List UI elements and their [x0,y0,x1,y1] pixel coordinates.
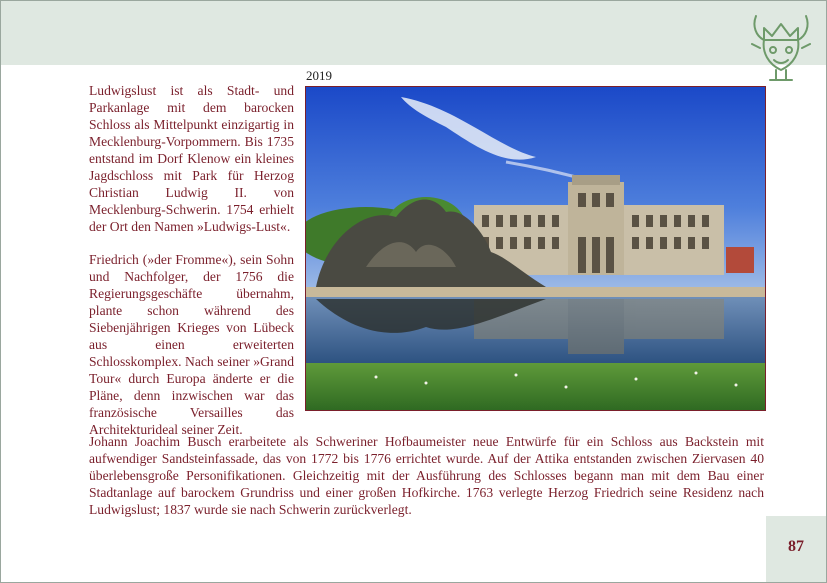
page-number-box [766,516,826,582]
side-text-column [89,82,294,454]
main-text-paragraph: Johann Joachim Busch erarbeitete als Schweriner Hofbaumeister neue Entwürfe für ein Schloss aus Backstein mit aufwendiger Sandsteinfassade, das von 1772 bis 1776 errichtet wurde. Auf der Attika entstanden zwischen Ziervasen 40 überlebensgroße Personifikationen. Gleichzeitig mit der Ausführung des Schlosses begann man mit dem Bau einer Stadtanlage auf barockem Grundriss und einer großen Hofkirche. 1763 verlegte Herzog Friedrich seine Residenz nach Ludwigslust; 1837 wurde sie nach Schwerin zurückverlegt. [89,434,764,517]
crest-logo-icon [748,10,814,86]
header-band [1,1,826,65]
intro-paragraph: Ludwigslust ist als Stadt- und Parkanlage mit dem barocken Schloss als Mittelpunkt einzigartig in Mecklenburg-Vorpommern. Bis 1735 entstand im Dorf Klenow ein kleines Jagdschloss mit Park für Herzog Christian Ludwig II. von Mecklenburg-Schwerin. 1754 erhielt der Ort den Namen »Ludwigs-Lust«. [89,83,294,234]
friedrich-paragraph: Friedrich (»der Fromme«), sein Sohn und Nachfolger, der 1756 die Regierungsgeschäfte übernahm, plante schon während des Siebenjährigen Krieges von Lübeck aus einen erweiterten Schlosskomplex. Nach seiner »Grand Tour« durch Europa änderte er die Pläne, denn inzwischen war das französische Versailles das Architekturideal seiner Zeit. [89,252,294,437]
photo-year-caption: 2019 [306,68,332,83]
castle-photo [305,86,766,411]
castle-photo-illustration [306,87,765,410]
page-number: 87 [788,538,804,555]
